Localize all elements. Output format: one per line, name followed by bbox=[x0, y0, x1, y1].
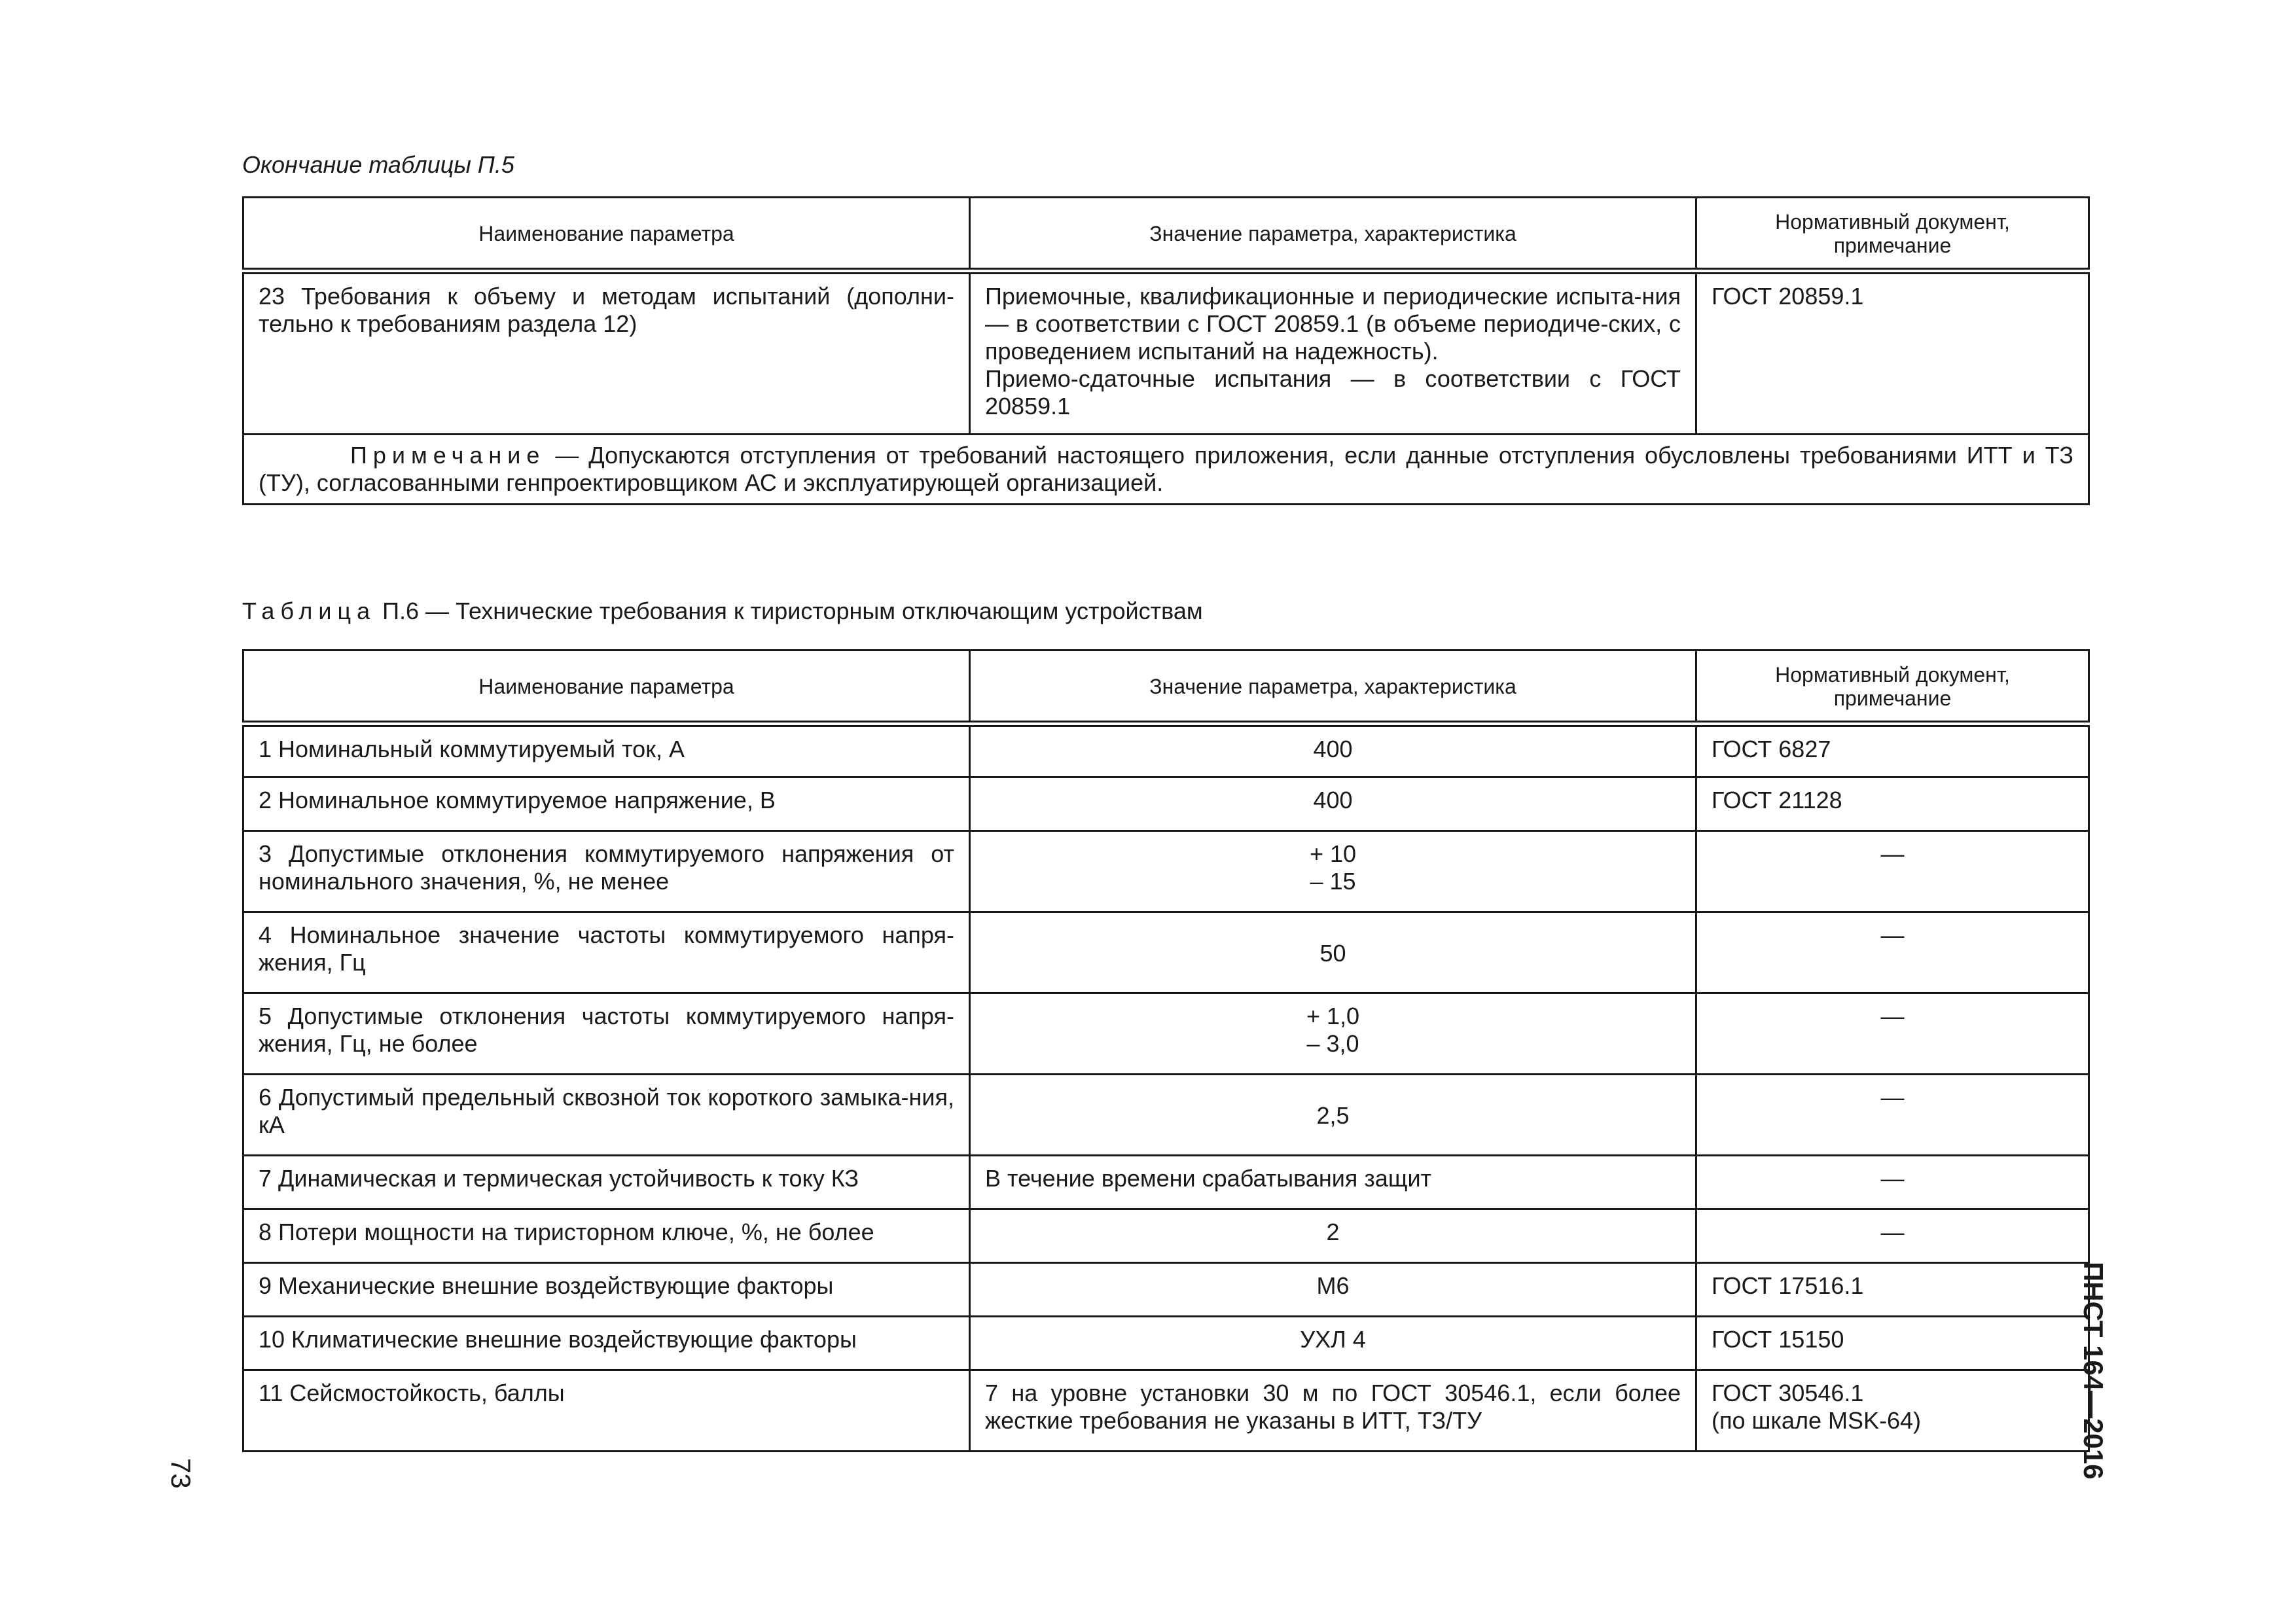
table-row bbox=[243, 724, 2089, 777]
table-p6 bbox=[242, 649, 2090, 1452]
row-doc: ГОСТ 6827 bbox=[1696, 724, 2089, 777]
row23-value bbox=[970, 271, 1696, 435]
header-parameter-name: Наименование параметра bbox=[243, 651, 970, 724]
table-note-row bbox=[243, 435, 2089, 505]
table-row bbox=[243, 912, 2089, 993]
header-normative-document: Нормативный документ, примечание bbox=[1696, 651, 2089, 724]
row-name: 1 Номинальный коммутируемый ток, А bbox=[243, 724, 970, 777]
row-name: 5 Допустимые отклонения частоты коммутируемого напря-жения, Гц, не более bbox=[243, 993, 970, 1075]
row-name: 10 Климатические внешние воздействующие факторы bbox=[243, 1317, 970, 1370]
row-doc: — bbox=[1696, 912, 2089, 993]
row-value: УХЛ 4 bbox=[970, 1317, 1696, 1370]
row-value: 7 на уровне установки 30 м по ГОСТ 30546.1, если более жесткие требования не указаны в ИТТ, ТЗ/ТУ bbox=[970, 1370, 1696, 1452]
row-value: 2 bbox=[970, 1209, 1696, 1263]
table-row bbox=[243, 831, 2089, 912]
row-value: 2,5 bbox=[970, 1075, 1696, 1156]
row-doc: ГОСТ 30546.1 (по шкале MSK-64) bbox=[1696, 1370, 2089, 1452]
row-value: + 1,0 – 3,0 bbox=[970, 993, 1696, 1075]
row-name: 7 Динамическая и термическая устойчивость к току КЗ bbox=[243, 1156, 970, 1209]
row23-value-part2: Приемо-сдаточные испытания — в соответствии с ГОСТ 20859.1 bbox=[985, 365, 1681, 419]
header-parameter-name: Наименование параметра bbox=[243, 198, 970, 271]
row-value: 400 bbox=[970, 777, 1696, 831]
row-value: + 10 – 15 bbox=[970, 831, 1696, 912]
page-number: 73 bbox=[166, 1458, 196, 1489]
table-p5-end bbox=[242, 196, 2090, 505]
row-doc: — bbox=[1696, 993, 2089, 1075]
table-p6-caption-label: Таблица bbox=[242, 597, 376, 624]
header-parameter-value: Значение параметра, характеристика bbox=[970, 198, 1696, 271]
row-name: 3 Допустимые отклонения коммутируемого напряжения от номинального значения, %, не менее bbox=[243, 831, 970, 912]
table-row bbox=[243, 1209, 2089, 1263]
table-note bbox=[243, 435, 2089, 505]
row-value: М6 bbox=[970, 1263, 1696, 1317]
table-p6-caption-text: П.6 — Технические требования к тиристорным отключающим устройствам bbox=[376, 597, 1203, 624]
table-row bbox=[243, 1263, 2089, 1317]
table-row bbox=[243, 993, 2089, 1075]
header-normative-document: Нормативный документ, примечание bbox=[1696, 198, 2089, 271]
row-doc: — bbox=[1696, 1209, 2089, 1263]
row-doc: — bbox=[1696, 1075, 2089, 1156]
table-row bbox=[243, 271, 2089, 435]
row-value: В течение времени срабатывания защит bbox=[970, 1156, 1696, 1209]
header-parameter-value: Значение параметра, характеристика bbox=[970, 651, 1696, 724]
row-doc: — bbox=[1696, 831, 2089, 912]
row-name: 9 Механические внешние воздействующие факторы bbox=[243, 1263, 970, 1317]
row-name: 8 Потери мощности на тиристорном ключе, %, не более bbox=[243, 1209, 970, 1263]
row-name: 11 Сейсмостойкость, баллы bbox=[243, 1370, 970, 1452]
table-row bbox=[243, 1075, 2089, 1156]
table-row bbox=[243, 1370, 2089, 1452]
table-row bbox=[243, 777, 2089, 831]
row-doc: — bbox=[1696, 1156, 2089, 1209]
row-doc: ГОСТ 17516.1 bbox=[1696, 1263, 2089, 1317]
row-value: 50 bbox=[970, 912, 1696, 993]
row-name: 4 Номинальное значение частоты коммутируемого напря-жения, Гц bbox=[243, 912, 970, 993]
note-label: Примечание bbox=[350, 442, 546, 469]
document-code: ПНСТ 164—2016 bbox=[2078, 1262, 2109, 1480]
table-continuation-caption: Окончание таблицы П.5 bbox=[242, 151, 514, 178]
table-row bbox=[243, 1156, 2089, 1209]
row23-value-part1: Приемочные, квалификационные и периодические испыта-ния — в соответствии с ГОСТ 20859.1 (в объеме периодиче-ских, с проведением испытаний на надежность). bbox=[985, 282, 1681, 365]
row-doc: ГОСТ 15150 bbox=[1696, 1317, 2089, 1370]
table-row bbox=[243, 1317, 2089, 1370]
note-text: — Допускаются отступления от требований настоящего приложения, если данные отступления обусловлены требованиями ИТТ и ТЗ (ТУ), согласованными генпроектировщиком АС и эксплуатирующей организацией. bbox=[259, 442, 2073, 496]
table-p6-caption bbox=[242, 598, 1203, 624]
row-name: 6 Допустимый предельный сквозной ток короткого замыка-ния, кА bbox=[243, 1075, 970, 1156]
row-doc: ГОСТ 21128 bbox=[1696, 777, 2089, 831]
row23-doc: ГОСТ 20859.1 bbox=[1696, 271, 2089, 435]
row23-name: 23 Требования к объему и методам испытаний (дополни-тельно к требованиям раздела 12) bbox=[243, 271, 970, 435]
row-value: 400 bbox=[970, 724, 1696, 777]
row-name: 2 Номинальное коммутируемое напряжение, В bbox=[243, 777, 970, 831]
